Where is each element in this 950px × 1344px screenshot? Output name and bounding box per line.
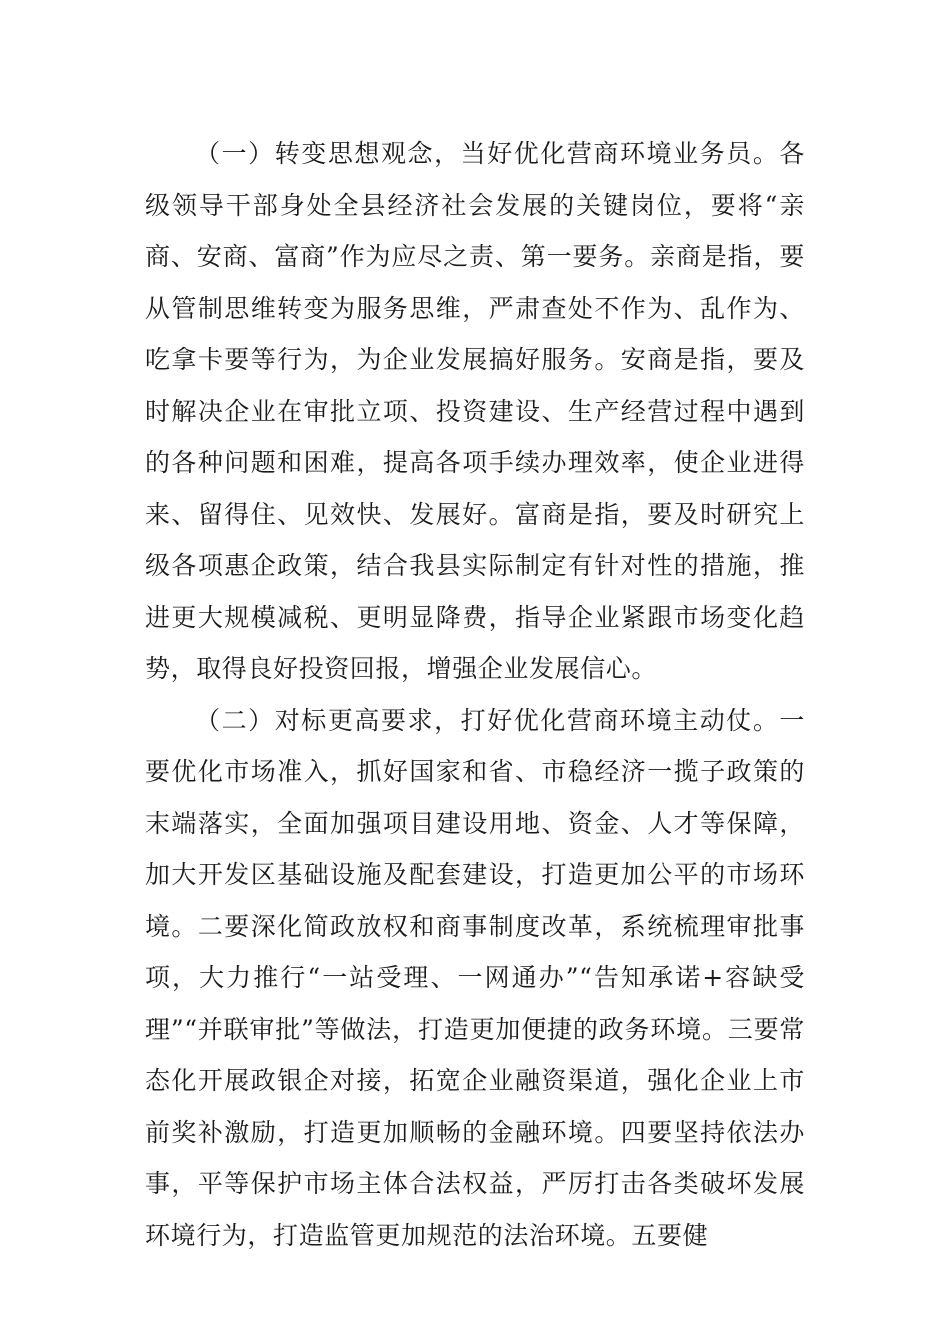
body-text xyxy=(145,128,805,1261)
paragraph-one: （一）转变思想观念，当好优化营商环境业务员。各级领导干部身处全县经济社会发展的关键岗位，要将“亲商、安商、富商”作为应尽之责、第一要务。亲商是指，要从管制思维转变为服务思维，严肃查处不作为、乱作为、吃拿卡要等行为，为企业发展搞好服务。安商是指，要及时解决企业在审批立项、投资建设、生产经营过程中遇到的各种问题和困难，提高各项手续办理效率，使企业进得来、留得住、见效快、发展好。富商是指，要及时研究上级各项惠企政策，结合我县实际制定有针对性的措施，推进更大规模减税、更明显降费，指导企业紧跟市场变化趋势，取得良好投资回报，增强企业发展信心。 xyxy=(145,139,805,683)
paragraph-two: （二）对标更高要求，打好优化营商环境主动仗。一要优化市场准入，抓好国家和省、市稳经济一揽子政策的末端落实，全面加强项目建设用地、资金、人才等保障，加大开发区基础设施及配套建设，打造更加公平的市场环境。二要深化简政放权和商事制度改革，系统梳理审批事项，大力推行“一站受理、一网通办”“告知承诺+容缺受理”“并联审批”等做法，打造更加便捷的政务环境。三要常态化开展政银企对接，拓宽企业融资渠道，强化企业上市前奖补激励，打造更加顺畅的金融环境。四要坚持依法办事，平等保护市场主体合法权益，严厉打击各类破坏发展环境行为，打造监管更加规范的法治环境。五要健 xyxy=(145,705,805,1250)
